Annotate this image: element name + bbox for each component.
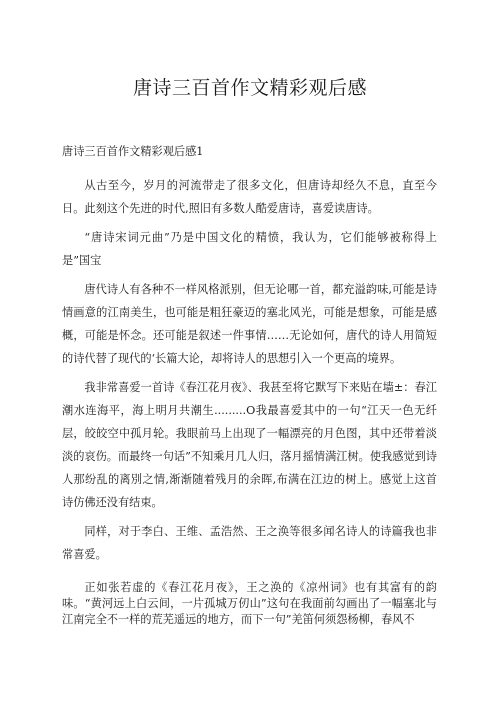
paragraph-5: 同样，对于李白、王维、孟浩然、王之涣等很多闻名诗人的诗篇我也非常喜爱。: [62, 525, 437, 561]
paragraph-2: “唐诗宋词元曲”乃是中国文化的精愤，我认为，它们能够被称得上是”国宝: [62, 231, 437, 267]
paragraph-4: 我非常喜爱一首诗《春江花月夜》、我甚至将它默写下来贴在墙±：春江潮水连海平，海上明月共潮生.........O我最喜爱其中的一句“江天一色无纤层，皎皎空中孤月轮。我眼前马上出现了一幅漂亮的月色图，其中还带着淡淡的哀伤。而最终一句话”不知乘月几人归，落月摇情满江树。使我感觉到诗人那纷乱的离別之情,渐渐随着残月的余晖,布满在江边的树上。感觉上这首诗仿佛还没有结束。: [62, 381, 437, 509]
section-heading: 唐诗三百首作文精彩观后感1: [62, 145, 204, 158]
paragraph-6: 正如张若虚的《春江花月夜》，王之涣的《凉州词》也有其富有的韵味。“黄河远上白云间，一片孤城万仞山”这句在我面前勾画出了一幅塞北与江南完全不一样的荒芜遥远的地方，而下一句”羌笛何须怨杨柳，春风不: [62, 581, 437, 626]
paragraph-1: 从古至今，岁月的河流带走了很多文化，但唐诗却经久不息，直至今日。此刻这个先进的时代,照旧有多数人酷爱唐诗，喜爱读唐诗。: [62, 179, 437, 215]
paragraph-3: 唐代诗人有各种不一样风格派别，但无论哪一首，都充溢韵味,可能是诗情画意的江南美生，也可能是粗狂豪迈的塞北风光，可能是想象，可能是感概，可能是怀念。还可能是叙述一件事情……无论如何，唐代的诗人用简短的诗代替了现代的‘长篇大论，却将诗人的思想引入一个更高的境界。: [62, 283, 437, 365]
document-title: 唐诗三百首作文精彩观后感: [132, 77, 367, 99]
document-body: [62, 144, 437, 634]
